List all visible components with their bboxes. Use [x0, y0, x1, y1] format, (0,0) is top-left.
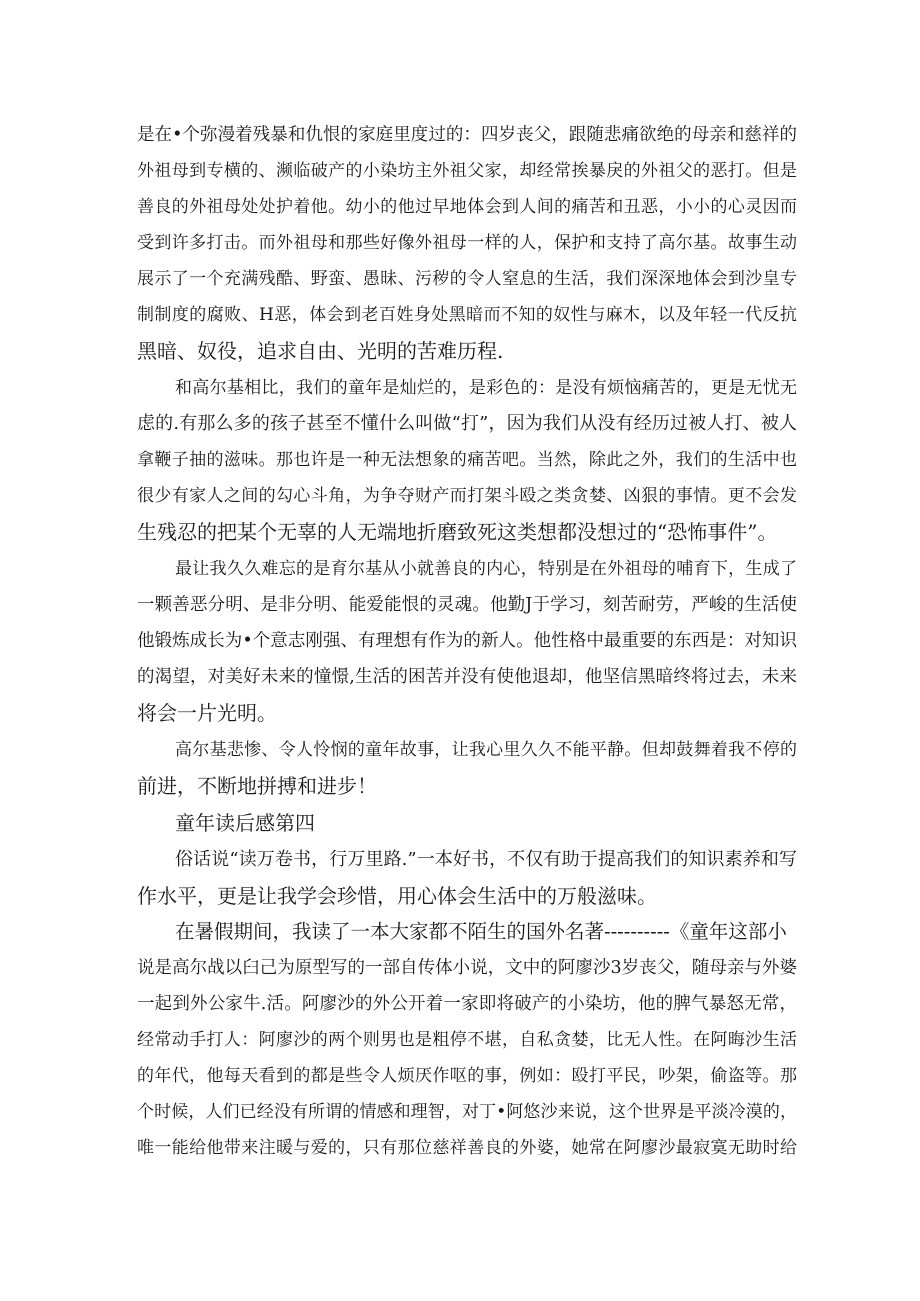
- paragraph-line: 黑暗、奴役，追求自由、光明的苦难历程.: [137, 339, 504, 363]
- paragraph-line: 一颗善恶分明、是非分明、能爱能恨的灵魂。他勤J于学习，刻苦耐劳，严峻的生活使: [137, 595, 797, 615]
- paragraph-line: 俗话说“读万卷书，行万里路.”一本好书，不仅有助于提高我们的知识素养和写: [175, 849, 797, 870]
- paragraph-line: 是在•个弥漫着残暴和仇恨的家庭里度过的：四岁丧父，跟随悲痛欲绝的母亲和慈祥的: [137, 125, 797, 145]
- paragraph-line: 唯一能给他带来注暖与爱的，只有那位慈祥善良的外婆，她常在阿廖沙最寂寞无助时给: [137, 1138, 797, 1158]
- paragraph-line: 最让我久久难忘的是育尔基从小就善良的内心，特别是在外祖母的哺育下，生成了: [175, 559, 797, 579]
- paragraph-line: 他锻炼成长为•个意志刚强、有理想有作为的新人。他性格中最重要的东西是：对知识: [137, 631, 797, 651]
- paragraph-line: 说是高尔战以臼己为原型写的一部自传体小说，文中的阿廖沙3岁丧父，随母亲与外婆: [137, 958, 797, 978]
- section-heading: 童年读后感第四: [175, 811, 315, 835]
- paragraph-line: 的渴望，对美好未来的憧憬,生活的困苦并没有使他退却，他坚信黑暗终将过去，未来: [137, 667, 797, 687]
- paragraph-line: 很少有家人之间的勾心斗角，为争夺财产而打架斗殴之类贪婪、凶狠的事情。更不会发: [137, 486, 797, 506]
- paragraph-line: 经常动手打人：阿廖沙的两个则男也是粗停不堪，自私贪婪，比无人性。在阿晦沙生活: [137, 1030, 797, 1050]
- paragraph-line: 虑的.有那么多的孩子甚至不懂什么叫做“打”，因为我们从没有经历过被人打、被人: [137, 413, 797, 434]
- paragraph-line: 高尔基悲惨、令人怜悯的童年故事，让我心里久久不能平静。但却鼓舞着我不停的: [175, 740, 797, 760]
- paragraph-line: 和高尔基相比，我们的童年是灿烂的，是彩色的：是没有烦恼痛苦的，更是无忧无: [175, 378, 797, 398]
- paragraph-line: 制制度的腐败、H恶，体会到老百姓身处黑暗而不知的奴性与麻木，以及年轻一代反抗: [137, 305, 797, 325]
- paragraph-line: 一起到外公家牛.活。阿廖沙的外公开着一家即将破产的小染坊，他的脾气暴怒无常，: [137, 994, 797, 1014]
- paragraph-line: 个时候，人们已经没有所谓的情感和理智，对丁•阿悠沙来说，这个世界是平淡冷漠的，: [137, 1102, 797, 1122]
- paragraph-line: 善良的外祖母处处护着他。幼小的他过早地体会到人间的痛苦和丑恶，小小的心灵因而: [137, 197, 797, 217]
- paragraph-line: 作水平，更是让我学会珍惜，用心体会生活中的万般滋味。: [137, 884, 657, 908]
- paragraph-line: 将会一片光明。: [137, 701, 277, 725]
- paragraph-line: 拿鞭子抽的滋味。那也许是一种无法想象的痛苦吧。当然，除此之外，我们的生活中也: [137, 450, 797, 470]
- paragraph-line: 外祖母到专横的、濒临破产的小染坊主外祖父家，却经常挨暴戾的外祖父的恶打。但是: [137, 161, 797, 181]
- paragraph-line: 在暑假期间，我读了一本大家都不陌生的国外名著----------《童年这部小: [175, 920, 787, 943]
- paragraph-line: 展示了一个充满残酷、野蛮、愚昧、污秽的令人窒息的生活，我们深深地体会到沙皇专: [137, 269, 797, 289]
- paragraph-line: 受到许多打击。而外祖母和那些好像外祖母一样的人，保护和支持了高尔基。故事生动: [137, 233, 797, 253]
- paragraph-line: 前进，不断地拼搏和进步！: [137, 774, 377, 798]
- paragraph-line: 的年代，他每天看到的都是些令人烦厌作呕的事，例如：殴打平民，吵架，偷盗等。那: [137, 1066, 797, 1086]
- paragraph-line: 生残忍的把某个无辜的人无端地折磨致死这类想都没想过的“恐怖事件”。: [137, 520, 778, 544]
